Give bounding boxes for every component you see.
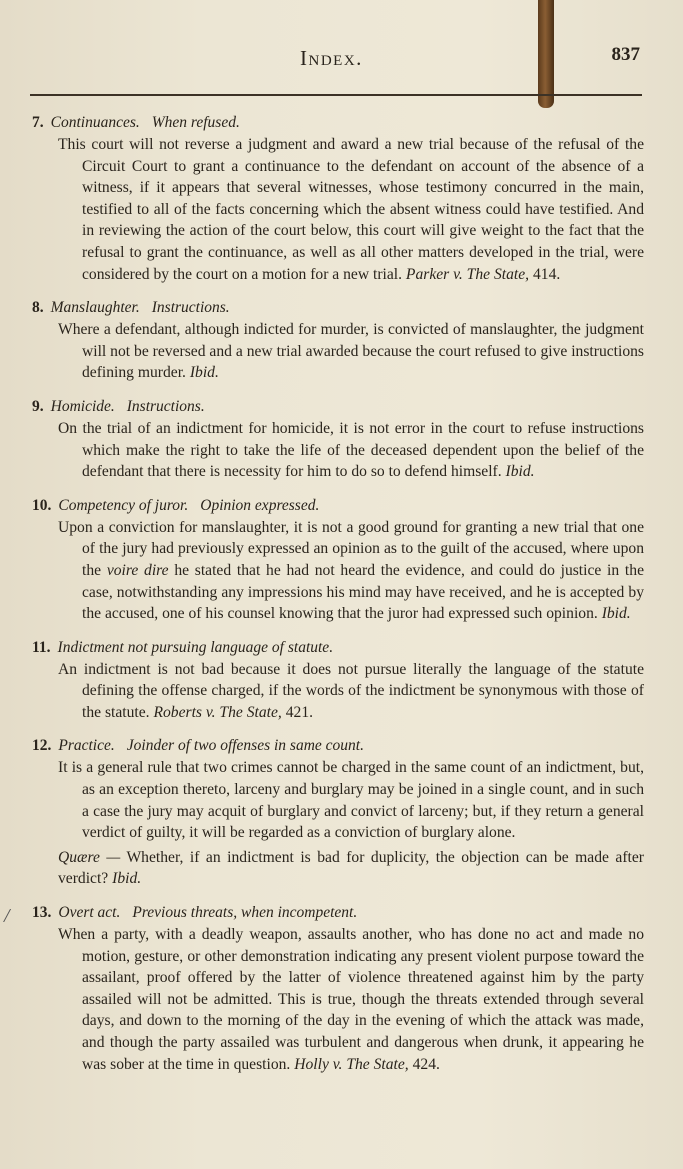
case-citation: Roberts v. The State, bbox=[153, 703, 282, 721]
entry-heading bbox=[32, 113, 644, 134]
entry-body: An indictment is not bad because it does not pursue literally the language of the statute defining the offense charged, if the words of the indictment be synonymous with those of the statute. bbox=[58, 660, 644, 721]
entry-body: Upon a conviction for manslaughter, it is not a good ground for granting a new trial that one of the jury had previously expressed an opinion as to the guilt of the accused, where upon the bbox=[58, 518, 644, 579]
entry-number: 8. bbox=[32, 299, 44, 317]
entry-text bbox=[32, 134, 644, 285]
entry-body-continued: he stated that he had not heard the evidence, and could do justice in the case, notwithstanding any impressions his mind may have received, and he is accepted by the accused, one of his counsel knowing that the juror had expressed such opinion. bbox=[82, 561, 644, 623]
entry-subtopic: Instructions. bbox=[126, 397, 205, 415]
entry-subtopic: Opinion expressed. bbox=[200, 496, 320, 514]
index-entry-9 bbox=[32, 397, 644, 483]
case-citation: Holly v. The State, bbox=[294, 1055, 409, 1073]
quaere-text: Whether, if an indictment is bad for duplicity, the objection can be made after verdict? bbox=[58, 848, 644, 888]
entry-subtopic: When refused. bbox=[151, 114, 240, 131]
index-entry-13 bbox=[4, 903, 644, 1075]
entry-topic: Homicide. bbox=[50, 397, 115, 415]
entry-text bbox=[32, 757, 644, 843]
index-entry-8 bbox=[32, 298, 644, 384]
index-entry-11 bbox=[32, 638, 644, 724]
entry-heading bbox=[32, 903, 644, 924]
entry-text bbox=[32, 418, 644, 483]
case-citation: Ibid. bbox=[505, 463, 535, 481]
entry-topic: Overt act. bbox=[58, 904, 121, 922]
case-citation: Ibid. bbox=[601, 605, 631, 623]
entry-text bbox=[32, 924, 644, 1075]
entry-body: Where a defendant, although indicted for murder, is convicted of manslaughter, the judgment will not be reversed and a new trial awarded because the court refused to give instructions defining murder. bbox=[58, 321, 644, 382]
entry-text bbox=[32, 659, 644, 724]
entry-topic: Continuances. bbox=[50, 114, 140, 131]
margin-pencil-mark: / bbox=[4, 905, 10, 928]
citation-page: 414. bbox=[532, 265, 561, 283]
entry-topic: Competency of juror. bbox=[58, 496, 189, 514]
quaere-note bbox=[32, 847, 644, 890]
latin-phrase: voire dire bbox=[106, 561, 169, 579]
entry-number: 12. bbox=[32, 737, 52, 755]
index-entry-12 bbox=[32, 736, 644, 890]
entry-heading bbox=[32, 298, 644, 319]
entry-body: This court will not reverse a judgment and award a new trial because of the refusal of the Circuit Court to grant a continuance to the defendant on account of the absence of a witness, if it appears that several witnesses, whose testimony concurred in the main, testified to all of the facts concerning which the absent witness could have testified. And in reviewing the action of the court below, this court will give weight to the fact that the refusal to grant the continuance, as well as all other matters developed in the trial, were considered by the court on a motion for a new trial. bbox=[58, 136, 644, 283]
index-entry-10 bbox=[32, 496, 644, 625]
entry-body: It is a general rule that two crimes cannot be charged in the same count of an indictment, but, as an exception thereto, larceny and burglary may be joined in a single count, and in such a case the jury may acquit of burglary and convict of larceny; but, if they return a general verdict of guilty, it will be regarded as a conviction of burglary alone. bbox=[58, 759, 644, 842]
case-citation: Ibid. bbox=[189, 364, 219, 382]
entry-heading bbox=[32, 496, 644, 517]
page-number: 837 bbox=[611, 44, 640, 65]
entry-subtopic: Previous threats, when incompetent. bbox=[132, 904, 358, 922]
entry-subtopic: Instructions. bbox=[151, 299, 230, 317]
entry-body: When a party, with a deadly weapon, assaults another, who has done no act and made no motion, gesture, or other demonstration indicating any present violent purpose toward the assailant, proof offered by the latter of violence threatened against him by the party assailed will not be admitted. This is true, though the threats extended through several days, and down to the morning of the day in the evening of which the attack was made, and though the party assailed was turbulent and dangerous when drunk, it appearing he was sober at the time in question. bbox=[58, 926, 644, 1073]
quaere-label: Quære — bbox=[58, 848, 121, 866]
entry-number: 13. bbox=[32, 904, 52, 922]
entry-number: 9. bbox=[32, 397, 44, 415]
entry-text bbox=[32, 517, 644, 625]
entry-topic: Practice. bbox=[58, 737, 115, 755]
entry-body: On the trial of an indictment for homicide, it is not error in the court to refuse instructions which make the right to take the life of the deceased dependent upon the belief of the defendant that there is necessity for him to do so to defend himself. bbox=[58, 419, 644, 481]
case-citation: Parker v. The State, bbox=[405, 265, 530, 283]
citation-page: 424. bbox=[412, 1055, 440, 1073]
entry-number: 11. bbox=[32, 638, 51, 656]
entry-subtopic: Joinder of two offenses in same count. bbox=[126, 737, 364, 755]
entry-topic: Indictment not pursuing language of statute. bbox=[57, 638, 334, 656]
entry-heading bbox=[32, 638, 644, 659]
index-entries bbox=[4, 113, 644, 1088]
index-entry-7 bbox=[32, 113, 644, 285]
running-head bbox=[30, 44, 640, 78]
entry-number: 10. bbox=[32, 496, 52, 514]
case-citation: Ibid. bbox=[112, 870, 142, 888]
entry-number: 7. bbox=[32, 114, 44, 131]
entry-heading bbox=[32, 397, 644, 418]
entry-topic: Manslaughter. bbox=[50, 299, 140, 317]
header-rule bbox=[30, 94, 642, 96]
citation-page: 421. bbox=[285, 703, 314, 721]
entry-heading bbox=[32, 736, 644, 757]
running-title: Index. bbox=[300, 46, 363, 70]
entry-text bbox=[32, 319, 644, 384]
